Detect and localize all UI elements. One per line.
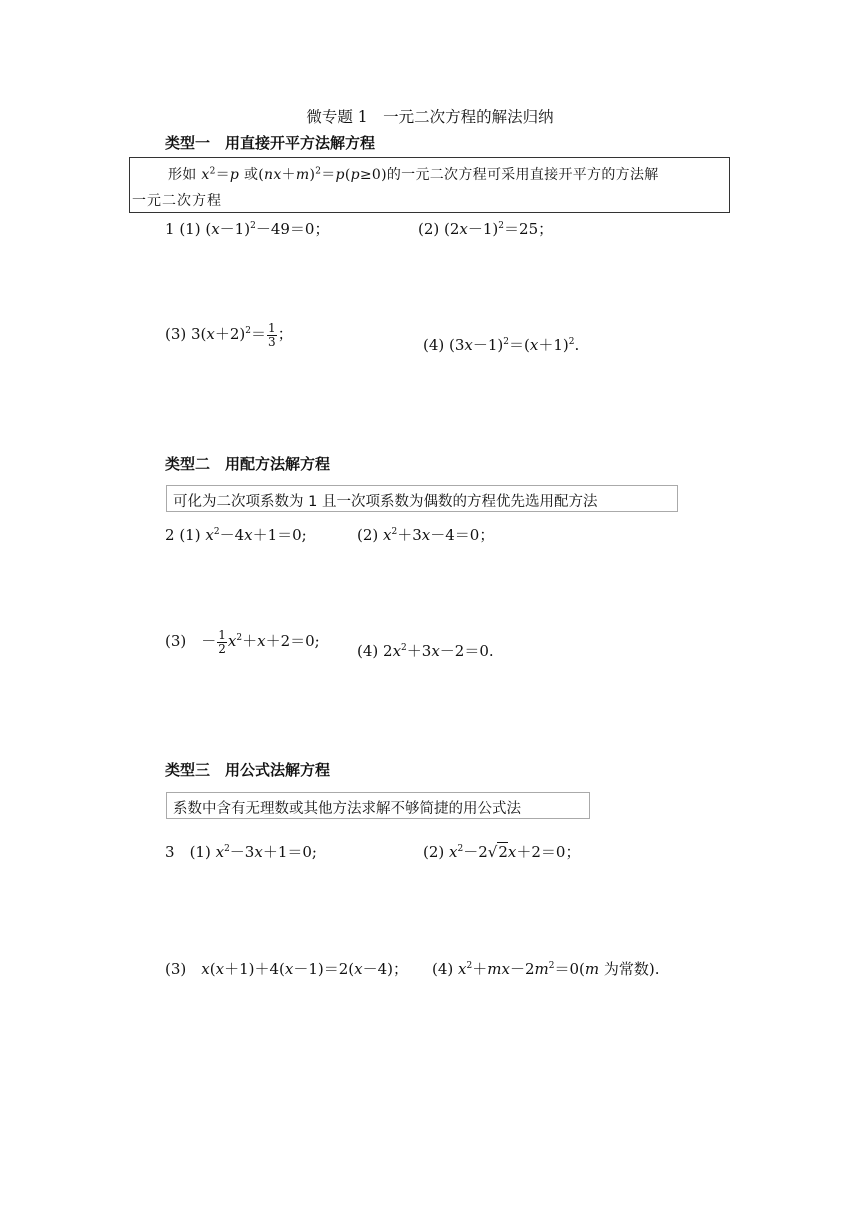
- section3-heading: 类型三 用公式法解方程: [165, 761, 331, 779]
- problem3-part3: (3) x(x＋1)＋4(x－1)＝2(x－4)；: [165, 960, 408, 978]
- sqrt-icon: √: [487, 843, 498, 861]
- section2-tip-box: 可化为二次项系数为 1 且一次项系数为偶数的方程优先选用配方法: [166, 485, 678, 512]
- problem2-part4: (4) $2x^2+3x-2=0$.: [357, 642, 494, 660]
- section3-tip-box: 系数中含有无理数或其他方法求解不够简捷的用公式法: [166, 792, 590, 819]
- problem3-part2: (2) $x^2-2√2x+2=0$；: [423, 843, 581, 861]
- problem3-part4: (4) $x^2+mx-2m^2=0(m$ 为常数).: [432, 960, 660, 978]
- fraction-one-half: $\frac{1}{2}$: [218, 628, 226, 656]
- problem2-part2: (2) $x^2+3x-4=0$；: [357, 526, 495, 544]
- problem1-part3: (3) $3(x+2)^2=$ $\frac{1}{3}$ ；: [165, 321, 293, 349]
- section1-heading: 类型一 用直接开平方法解方程: [165, 134, 376, 152]
- problem1-part4: (4) $(3x-1)^2=(x+1)^2$.: [423, 336, 580, 354]
- section2-heading: 类型二 用配方法解方程: [165, 455, 331, 473]
- problem2-part3: (3) － $\frac{1}{2}$ $x^2+x+2=0$;: [165, 628, 320, 656]
- problem2-part1: 2 (1) $x^2-4x+1=0$;: [165, 526, 307, 544]
- page-title: 微专题 1 一元二次方程的解法归纳: [306, 108, 554, 126]
- problem1-part1: 1 (1) $(x-1)^2-49=0$；: [165, 220, 330, 238]
- problem1-part2: (2) $(2x-1)^2=25$；: [418, 220, 554, 238]
- section1-note-box: [129, 157, 730, 213]
- problem3-part1: 3 (1) $x^2-3x+1=0$;: [165, 843, 317, 861]
- section1-note-line1: 形如 $x^2=p$ 或$(nx+m)^2=p(p\ge 0)$的一元二次方程可采用直接开平方的方法解: [168, 166, 659, 183]
- section1-note-line2: 一元二次方程: [132, 193, 222, 209]
- fraction-one-third: $\frac{1}{3}$: [268, 321, 276, 349]
